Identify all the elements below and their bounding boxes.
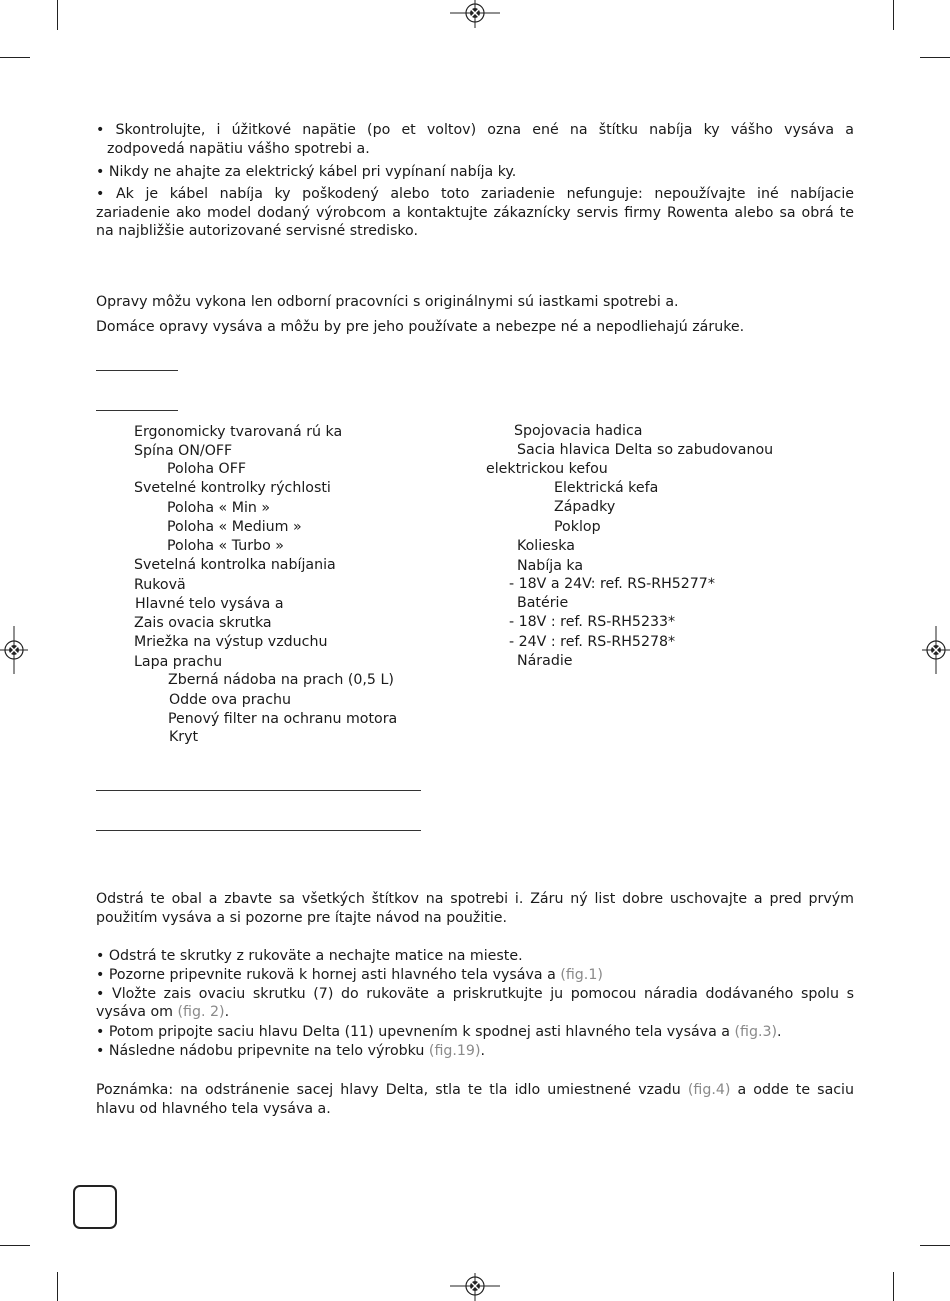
- setup-step-text: vysáva om: [96, 1004, 173, 1020]
- setup-step-text: • Potom pripojte saciu hlavu Delta (11) upevnením k spodnej asti hlavného tela vysáva a: [96, 1024, 730, 1040]
- figure-reference: (fig.19): [428, 1043, 481, 1059]
- part-item: Poloha « Medium »: [167, 519, 302, 535]
- part-item: - 24V : ref. RS-RH5278*: [509, 634, 676, 650]
- registration-mark-icon: [450, 1273, 500, 1301]
- part-item: Kolieska: [517, 538, 575, 554]
- part-item: Poloha « Turbo »: [167, 538, 284, 554]
- part-item: Nabíja ka: [517, 558, 584, 574]
- setup-step: [96, 966, 603, 985]
- setup-step-text: • Následne nádobu pripevnite na telo výrobku: [96, 1043, 425, 1059]
- setup-note-text: Poznámka: na odstránenie sacej hlavy Delta, stla te tla idlo umiestnené vzadu: [96, 1082, 681, 1098]
- part-item: Penový filter na ochranu motora: [168, 711, 398, 727]
- figure-reference: (fig.4): [687, 1082, 731, 1098]
- crop-mark: [920, 57, 950, 58]
- part-item: Rukovä: [134, 577, 186, 593]
- setup-step: • Následne nádobu pripevnite na telo výrobku (fig.19).: [96, 1043, 486, 1059]
- setup-step: • Vložte zais ovaciu skrutku (7) do rukoväte a priskrutkujte ju pomocou náradia dodávaného spolu s: [96, 986, 854, 1002]
- crop-mark: [893, 0, 894, 30]
- crop-mark: [0, 57, 30, 58]
- figure-reference: (fig. 2): [177, 1004, 225, 1020]
- part-item: Svetelná kontrolka nabíjania: [134, 557, 336, 573]
- part-item: Mriežka na výstup vzduchu: [134, 634, 328, 650]
- section-divider: [96, 790, 421, 791]
- part-item: Poklop: [554, 519, 601, 535]
- crop-mark: [920, 1245, 950, 1246]
- figure-reference: (fig.1): [560, 967, 603, 983]
- part-item: - 18V : ref. RS-RH5233*: [509, 614, 676, 630]
- part-item: Batérie: [517, 595, 569, 611]
- safety-bullet-damaged-end: na najbližšie autorizované servisné stredisko.: [96, 223, 418, 239]
- part-item: Náradie: [517, 653, 573, 669]
- part-item: Sacia hlavica Delta so zabudovanou: [517, 442, 774, 458]
- safety-bullet-damaged-cont: zariadenie ako model dodaný výrobcom a kontaktujte zákaznícky servis firmy Rowenta alebo sa obrá te: [96, 205, 854, 221]
- part-item: Kryt: [169, 729, 199, 745]
- section-divider: [96, 830, 421, 831]
- safety-bullet-damaged: • Ak je kábel nabíja ky poškodený alebo toto zariadenie nefunguje: nepoužívajte iné nabíjacie: [96, 186, 854, 202]
- repairs-paragraph: Opravy môžu vykona len odborní pracovníci s originálnymi sú iastkami spotrebi a.: [96, 294, 679, 310]
- setup-step-cont: vysáva om (fig. 2).: [96, 1004, 230, 1020]
- section-divider: [96, 410, 178, 411]
- setup-step: • Odstrá te skrutky z rukoväte a nechajte matice na mieste.: [96, 948, 523, 964]
- part-item: Spína ON/OFF: [134, 443, 233, 459]
- part-item: Západky: [554, 499, 616, 515]
- setup-note: [96, 1081, 854, 1100]
- part-item: Elektrická kefa: [554, 480, 659, 496]
- registration-mark-icon: [450, 0, 500, 28]
- setup-intro: Odstrá te obal a zbavte sa všetkých štítkov na spotrebi i. Záru ný list dobre uschovajte a pred prvým: [96, 891, 854, 907]
- section-divider: [96, 370, 178, 371]
- language-tab-badge: [73, 1185, 117, 1229]
- safety-bullet-voltage: • Skontrolujte, i úžitkové napätie (po et voltov) ozna ené na štítku nabíja ky vášho vysáva a: [96, 122, 854, 138]
- repairs-paragraph: Domáce opravy vysáva a môžu by pre jeho používate a nebezpe né a nepodliehajú záruke.: [96, 319, 745, 335]
- part-item: Poloha OFF: [167, 461, 247, 477]
- safety-bullet-voltage-cont: zodpovedá napätiu vášho spotrebi a.: [107, 141, 370, 157]
- part-item: Zberná nádoba na prach (0,5 L): [168, 672, 394, 688]
- part-item: - 18V a 24V: ref. RS-RH5277*: [509, 576, 715, 592]
- crop-mark: [0, 1245, 30, 1246]
- part-item: Svetelné kontrolky rýchlosti: [134, 480, 331, 496]
- figure-reference: (fig.3): [734, 1024, 778, 1040]
- part-item: Ergonomicky tvarovaná rú ka: [134, 424, 343, 440]
- part-item: Zais ovacia skrutka: [134, 615, 272, 631]
- crop-mark: [57, 0, 58, 30]
- crop-mark: [893, 1272, 894, 1301]
- part-item: Poloha « Min »: [167, 500, 271, 516]
- setup-note-cont: hlavu od hlavného tela vysáva a.: [96, 1101, 331, 1117]
- part-item: Hlavné telo vysáva a: [135, 596, 284, 612]
- registration-mark-icon: [922, 626, 950, 674]
- setup-note-text: a odde te saciu: [737, 1082, 854, 1098]
- setup-intro-cont: použitím vysáva a si pozorne pre ítajte návod na použitie.: [96, 910, 508, 926]
- part-item: Odde ova prachu: [169, 692, 292, 708]
- part-item: Spojovacia hadica: [514, 423, 643, 439]
- part-item: Lapa prachu: [134, 654, 223, 670]
- safety-bullet-cable: • Nikdy ne ahajte za elektrický kábel pri vypínaní nabíja ky.: [96, 164, 517, 180]
- part-item: elektrickou kefou: [486, 461, 608, 477]
- registration-mark-icon: [0, 626, 28, 674]
- setup-step-text: • Pozorne pripevnite rukovä k hornej asti hlavného tela vysáva a: [96, 967, 556, 983]
- setup-step: • Potom pripojte saciu hlavu Delta (11) upevnením k spodnej asti hlavného tela vysáva a (fig.3).: [96, 1024, 782, 1040]
- crop-mark: [57, 1272, 58, 1301]
